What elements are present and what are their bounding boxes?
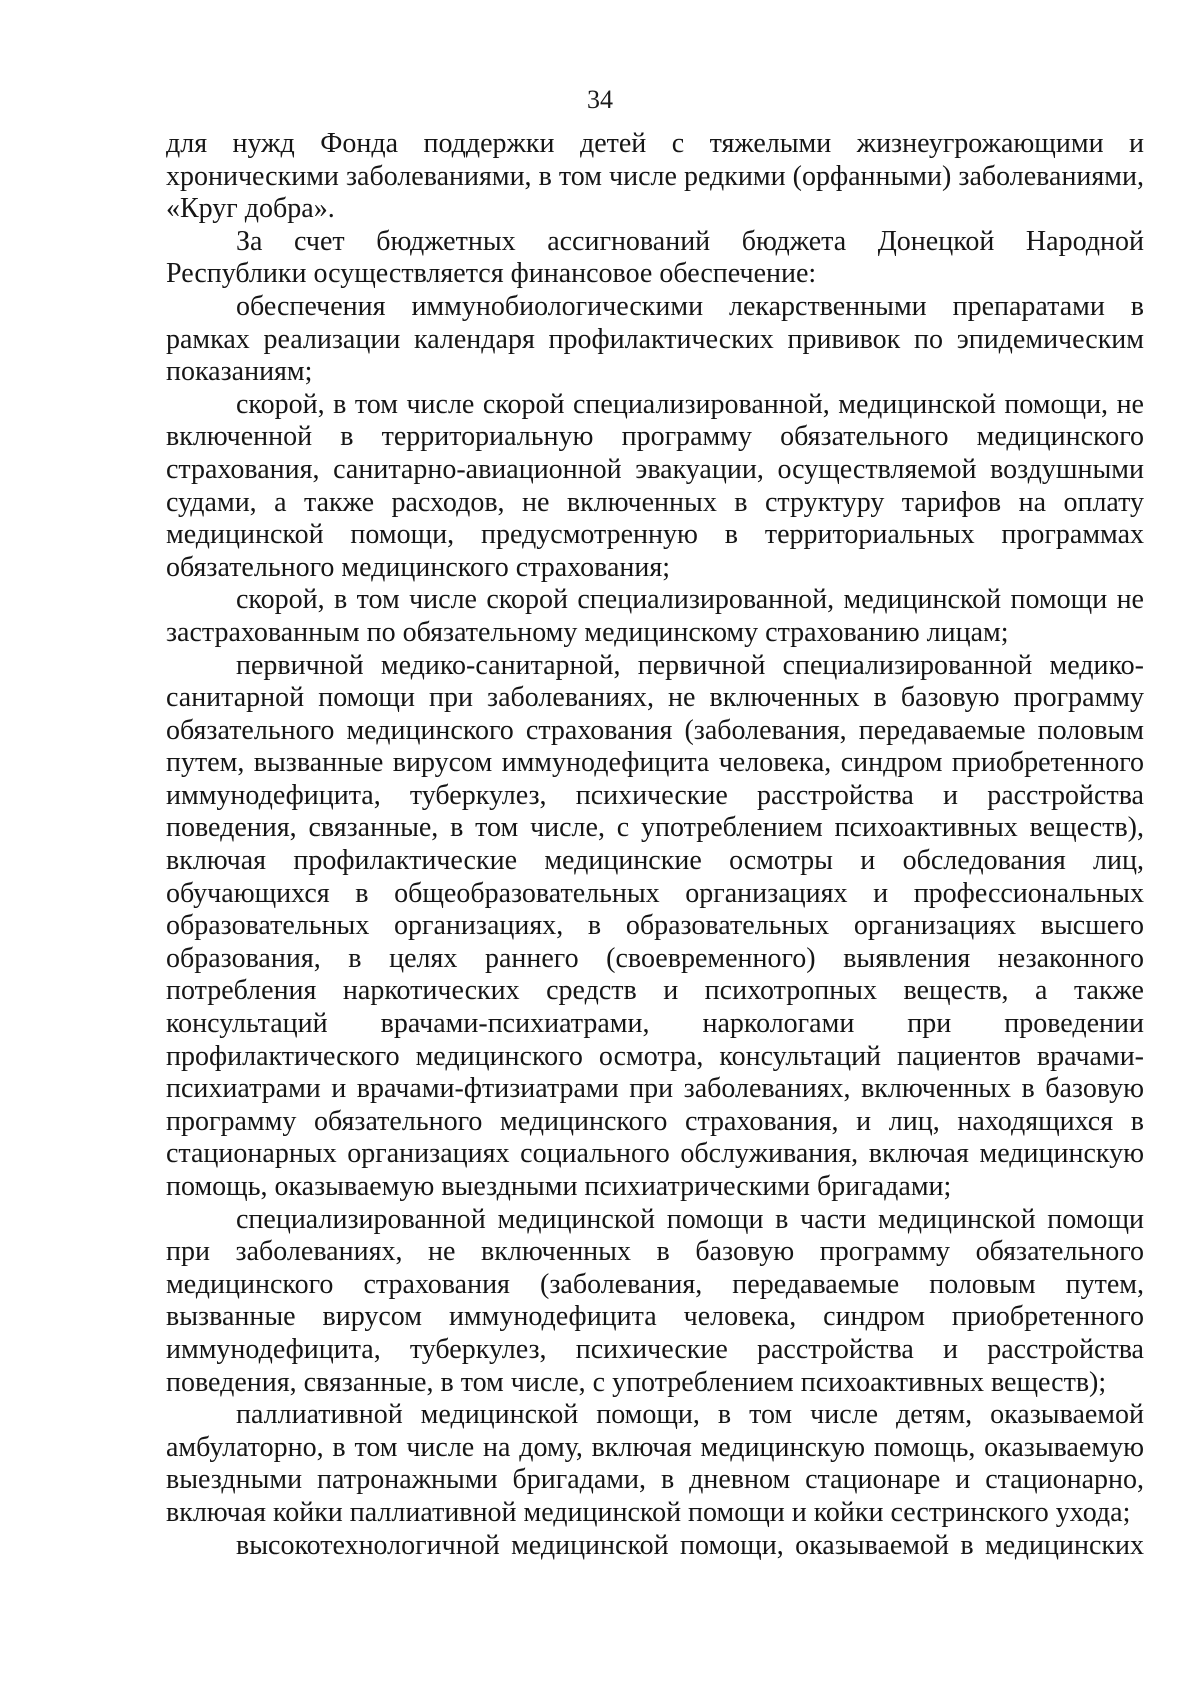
document-body xyxy=(166,128,1144,1562)
paragraph-emergency-care: скорой, в том числе скорой специализированной, медицинской помощи, не включенной в территориальную программу обязательного медицинского страхования, санитарно-авиационной эвакуации, осуществляемой воздушными судами, а также расходов, не включенных в структуру тарифов на оплату медицинской помощи, предусмотренную в территориальных программах обязательного медицинского страхования; xyxy=(166,388,1144,583)
paragraph-primary-care: первичной медико-санитарной, первичной специализированной медико-санитарной помощи при заболеваниях, не включенных в базовую программу обязательного медицинского страхования (заболевания, передаваемые половым путем, вызванные вирусом иммунодефицита человека, синдром приобретенного иммунодефицита, туберкулез, психические расстройства и расстройства поведения, связанные, в том числе, с употреблением психоактивных веществ), включая профилактические медицинские осмотры и обследования лиц, обучающихся в общеобразовательных организациях и профессиональных образовательных организациях, в образовательных организациях высшего образования, в целях раннего (своевременного) выявления незаконного потребления наркотических средств и психотропных веществ, а также консультаций врачами-психиатрами, наркологами при проведении профилактического медицинского осмотра, консультаций пациентов врачами-психиатрами и врачами-фтизиатрами при заболеваниях, включенных в базовую программу обязательного медицинского страхования, и лиц, находящихся в стационарных организациях социального обслуживания, включая медицинскую помощь, оказываемую выездными психиатрическими бригадами; xyxy=(166,649,1144,1202)
paragraph-immunobiological: обеспечения иммунобиологическими лекарственными препаратами в рамках реализации календаря профилактических прививок по эпидемическим показаниям; xyxy=(166,290,1144,388)
paragraph-palliative-care: паллиативной медицинской помощи, в том числе детям, оказываемой амбулаторно, в том числе на дому, включая медицинскую помощь, оказываемую выездными патронажными бригадами, в дневном стационаре и стационарно, включая койки паллиативной медицинской помощи и койки сестринского ухода; xyxy=(166,1399,1144,1528)
page-number: 34 xyxy=(587,85,613,114)
paragraph-emergency-uninsured: скорой, в том числе скорой специализированной, медицинской помощи не застрахованным по обязательному медицинскому страхованию лицам; xyxy=(166,584,1144,648)
paragraph-specialized-care: специализированной медицинской помощи в части медицинской помощи при заболеваниях, не включенных в базовую программу обязательного медицинского страхования (заболевания, передаваемые половым путем, вызванные вирусом иммунодефицита человека, синдром приобретенного иммунодефицита, туберкулез, психические расстройства и расстройства поведения, связанные, в том числе, с употреблением психоактивных веществ); xyxy=(166,1203,1144,1398)
paragraph-budget-intro: За счет бюджетных ассигнований бюджета Донецкой Народной Республики осуществляется финансовое обеспечение: xyxy=(166,225,1144,290)
paragraph-high-tech-care: высокотехнологичной медицинской помощи, оказываемой в медицинских xyxy=(236,1529,1144,1561)
paragraph-continuation: для нужд Фонда поддержки детей с тяжелыми жизнеугрожающими и хроническими заболеваниями, в том числе редкими (орфанными) заболеваниями, «Круг добра». xyxy=(166,128,1144,225)
